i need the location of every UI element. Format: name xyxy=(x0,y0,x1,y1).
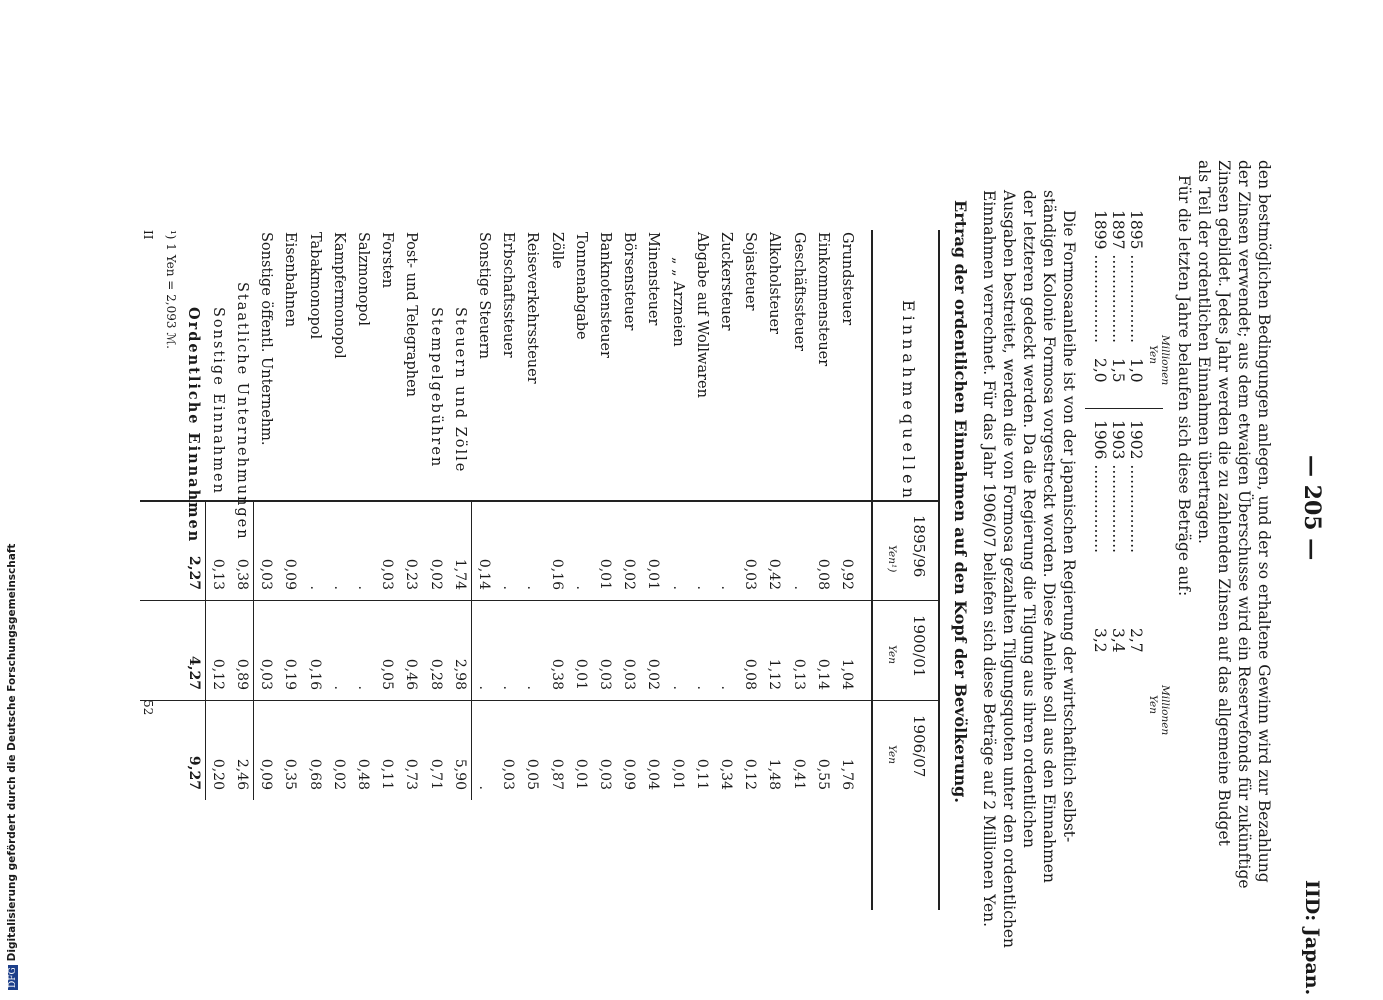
row-value: 0,02 xyxy=(621,558,638,590)
row-value: . xyxy=(718,685,734,690)
row-value: 0,71 xyxy=(427,758,444,790)
row-value: . xyxy=(330,585,347,590)
row-label: Kampfermonopol xyxy=(330,232,347,359)
row-value: 0,02 xyxy=(330,758,347,790)
row-value: 0,04 xyxy=(645,758,662,790)
row-value: 0,03 xyxy=(597,758,613,790)
years-row xyxy=(1109,420,1127,653)
row-value: 0,11 xyxy=(379,758,396,790)
subtotal-rule xyxy=(205,500,206,800)
formosa-line-5: Einnahmen verrechnet. Für das Jahr 1906/07 beliefen sich diese Beträge auf 2 Millionen Yen. xyxy=(980,190,998,928)
row-label: Geschäftssteuer xyxy=(790,232,807,352)
row-value: 0,01 xyxy=(669,758,686,790)
row-label: Tonnenabgabe xyxy=(572,232,589,340)
row-label: Ordentliche Einnahmen xyxy=(184,307,202,544)
table-title: Ertrag der ordentlichen Einnahmen auf den Kopf der Bevölkerung. xyxy=(951,200,970,803)
row-label: Sonstige öffentl. Unternehm. xyxy=(258,232,275,446)
row-label: Sonstige Steuern xyxy=(476,232,492,359)
row-value: . xyxy=(669,685,686,690)
row-value: 1,48 xyxy=(766,758,783,790)
row-label: Minensteuer xyxy=(645,232,662,326)
row-label: Abgabe auf Wollwaren xyxy=(693,232,710,398)
row-value: . xyxy=(355,685,371,690)
row-value: 0,28 xyxy=(427,658,444,690)
years-unit-bottom-left: Yen xyxy=(1147,345,1159,364)
dfg-logo: DFG xyxy=(8,967,18,988)
row-value: . xyxy=(476,685,492,690)
row-value: 1,76 xyxy=(839,758,855,790)
years-unit-top-right: Millionen xyxy=(1159,685,1171,736)
year: 1903 xyxy=(1109,420,1127,460)
side-credit-text: Digitalisierung gefördert durch die Deutsche Forschungsgemeinschaft xyxy=(6,543,18,962)
row-value: 0,55 xyxy=(814,758,831,790)
year-header-2: 1900/01 xyxy=(910,615,928,678)
unit-header-1: Yen¹) xyxy=(886,545,898,573)
row-value: 0,09 xyxy=(258,758,275,790)
footnote: ¹) 1 Yen = 2,093 ℳ. xyxy=(164,230,178,349)
row-value: 0,87 xyxy=(548,758,565,790)
dots: .................. xyxy=(1091,464,1109,554)
year: 1899 xyxy=(1091,210,1109,250)
row-value: 0,09 xyxy=(621,758,638,790)
intro-line-3: Zinsen gebildet. Jedes Jahr werden die zu zahlenden Zinsen auf das allgemeine Budget xyxy=(1215,160,1233,846)
formosa-line-2: ständigen Kolonie Formosa vorgestreckt worden. Diese Anleihe soll aus den Einnahmen xyxy=(1040,190,1058,883)
dots: .................. xyxy=(1109,254,1127,344)
row-value: 0,46 xyxy=(403,658,420,690)
table-header-rule xyxy=(872,230,874,910)
intro-line-2: der Zinsen verwendet; aus dem etwaigen Überschusse wird ein Reservefonds für zukünftige xyxy=(1235,160,1253,889)
row-value: 0,16 xyxy=(306,658,323,690)
row-value: 0,03 xyxy=(258,558,275,590)
row-value: . xyxy=(718,585,734,590)
dots: .................. xyxy=(1127,254,1145,344)
row-value: 0,12 xyxy=(742,758,759,790)
row-value: . xyxy=(693,585,710,590)
formosa-line-4: Ausgaben bestreitet, werden die von Formosa gezahlten Tilgungsquoten unter den ordentlichen xyxy=(1000,190,1018,949)
row-value: 0,42 xyxy=(766,558,783,590)
row-label: Sonstige Einnahmen xyxy=(209,307,226,495)
row-value: 0,41 xyxy=(790,758,807,790)
row-value: 0,03 xyxy=(597,658,613,690)
years-row xyxy=(1127,210,1145,383)
row-value: 0,12 xyxy=(209,658,226,690)
years-row xyxy=(1091,420,1109,653)
unit-header-2: Yen xyxy=(886,645,898,664)
row-label: Eisenbahnen xyxy=(282,232,299,328)
row-value: 0,11 xyxy=(693,758,710,790)
row-value: 0,03 xyxy=(500,758,517,790)
row-label: Steuern und Zölle xyxy=(451,307,468,474)
row-value: 0,38 xyxy=(234,558,250,590)
row-label: „ „ Arzneien xyxy=(669,257,686,347)
row-value: 0,05 xyxy=(524,758,541,790)
row-value: 0,08 xyxy=(742,658,759,690)
signature-left: II xyxy=(141,230,155,240)
row-label: Stempelgebühren xyxy=(427,307,444,469)
years-intro: Für die letzten Jahre belaufen sich diese Beträge auf: xyxy=(1175,175,1193,597)
row-label: Alkoholsteuer xyxy=(766,232,783,335)
row-value: . xyxy=(500,585,517,590)
row-value: . xyxy=(524,585,541,590)
row-value: 0,08 xyxy=(814,558,831,590)
row-value: 5,90 xyxy=(451,758,468,790)
years-divider xyxy=(1085,408,1163,409)
row-value: 0,16 xyxy=(548,558,565,590)
row-value: 0,13 xyxy=(790,658,807,690)
formosa-line-3: der letzteren gedeckt werden. Da die Regierung die Tilgung aus ihren ordentlichen xyxy=(1020,190,1038,849)
row-value: 0,13 xyxy=(209,558,226,590)
row-value: 0,03 xyxy=(621,658,638,690)
row-value: 0,14 xyxy=(814,658,831,690)
row-value: 0,09 xyxy=(282,558,299,590)
row-value: 0,03 xyxy=(379,558,396,590)
row-value: 0,03 xyxy=(258,658,275,690)
row-value: 0,02 xyxy=(427,558,444,590)
year-header-3: 1906/07 xyxy=(910,715,928,778)
dots: .................. xyxy=(1091,254,1109,344)
row-value: 0,48 xyxy=(355,758,371,790)
dots: .................. xyxy=(1127,464,1145,554)
table-top-rule xyxy=(938,230,940,910)
dots: .................. xyxy=(1109,464,1127,554)
row-value: . xyxy=(790,585,807,590)
row-label: Sojasteuer xyxy=(742,232,759,311)
row-label: Salzmonopol xyxy=(355,232,371,327)
row-value: 0,02 xyxy=(645,658,662,690)
row-value: 4,27 xyxy=(185,655,202,690)
row-value: . xyxy=(693,685,710,690)
years-unit-top-left: Millionen xyxy=(1159,335,1171,386)
row-value: 0,35 xyxy=(282,758,299,790)
row-label: Grundsteuer xyxy=(839,232,855,326)
subtotal-rule xyxy=(471,500,472,800)
section-header: IID: Japan. xyxy=(1301,880,1323,996)
signature-right: 52 xyxy=(141,700,155,716)
year: 1895 xyxy=(1127,210,1145,250)
row-value: . xyxy=(306,585,323,590)
year: 1897 xyxy=(1109,210,1127,250)
row-label: Tabakmonopol xyxy=(306,232,323,340)
year: 1906 xyxy=(1091,420,1109,460)
row-label: Banknotensteuer xyxy=(597,232,613,358)
years-unit-bottom-right: Yen xyxy=(1147,695,1159,714)
row-value: 0,73 xyxy=(403,758,420,790)
row-label: Reiseverkehrssteuer xyxy=(524,232,541,384)
row-value: . xyxy=(524,685,541,690)
row-label: Forsten xyxy=(379,232,396,289)
row-value: 0,03 xyxy=(742,558,759,590)
row-value: 0,89 xyxy=(234,658,250,690)
row-value: 2,46 xyxy=(234,758,250,790)
row-label: Börsensteuer xyxy=(621,232,638,331)
row-value: 0,05 xyxy=(379,658,396,690)
year-header-1: 1895/96 xyxy=(910,515,928,578)
row-value: 0,68 xyxy=(306,758,323,790)
row-value: 0,01 xyxy=(572,658,589,690)
row-value: 1,12 xyxy=(766,658,783,690)
row-value: . xyxy=(669,585,686,590)
row-value: 0,14 xyxy=(476,558,492,590)
row-label: Post- und Telegraphen xyxy=(403,232,420,397)
row-value: 0,34 xyxy=(718,758,734,790)
subtotal-rule xyxy=(253,500,254,800)
intro-line-4: als Teil der ordentlichen Einnahmen übertragen. xyxy=(1195,160,1213,544)
row-value: 0,01 xyxy=(645,558,662,590)
row-value: 0,01 xyxy=(597,558,613,590)
value: 2,0 xyxy=(1091,358,1109,383)
years-row xyxy=(1109,210,1127,383)
value: 1,0 xyxy=(1127,358,1145,383)
row-value: 0,19 xyxy=(282,658,299,690)
row-value: 9,27 xyxy=(185,755,202,790)
row-value: 2,27 xyxy=(185,555,202,590)
row-label: Zölle xyxy=(548,232,565,269)
intro-line-1: den bestmöglichen Bedingungen anlegen, und der so erhaltene Gewinn wird zur Bezahlung xyxy=(1255,160,1273,883)
row-value: 2,98 xyxy=(451,658,468,690)
years-row xyxy=(1091,210,1109,383)
value: 1,5 xyxy=(1109,358,1127,383)
row-value: 0,20 xyxy=(209,758,226,790)
page-number: — 205 — xyxy=(1299,455,1325,561)
row-value: . xyxy=(500,685,517,690)
row-label: Erbschaftssteuer xyxy=(500,232,517,358)
row-value: . xyxy=(355,585,371,590)
row-value: 1,74 xyxy=(451,558,468,590)
row-value: 1,04 xyxy=(839,658,855,690)
col-label: Einnahmequellen xyxy=(899,300,918,502)
row-value: . xyxy=(330,685,347,690)
year: 1902 xyxy=(1127,420,1145,460)
row-label: Staatliche Unternehmungen xyxy=(234,282,250,541)
value: 2,7 xyxy=(1127,628,1145,653)
row-label: Einkommensteuer xyxy=(814,232,831,367)
value: 3,2 xyxy=(1091,628,1109,653)
row-value: . xyxy=(572,585,589,590)
row-value: 0,01 xyxy=(572,758,589,790)
row-label: Zuckersteuer xyxy=(718,232,734,331)
unit-header-3: Yen xyxy=(886,745,898,764)
row-value: 0,23 xyxy=(403,558,420,590)
value: 3,4 xyxy=(1109,628,1127,653)
row-value: 0,92 xyxy=(839,558,855,590)
row-value: . xyxy=(476,785,492,790)
years-row xyxy=(1127,420,1145,653)
formosa-line-1: Die Formosaanleihe ist von der japanischen Regierung der wirtschaftlich selbst- xyxy=(1060,210,1078,843)
row-value: 0,38 xyxy=(548,658,565,690)
